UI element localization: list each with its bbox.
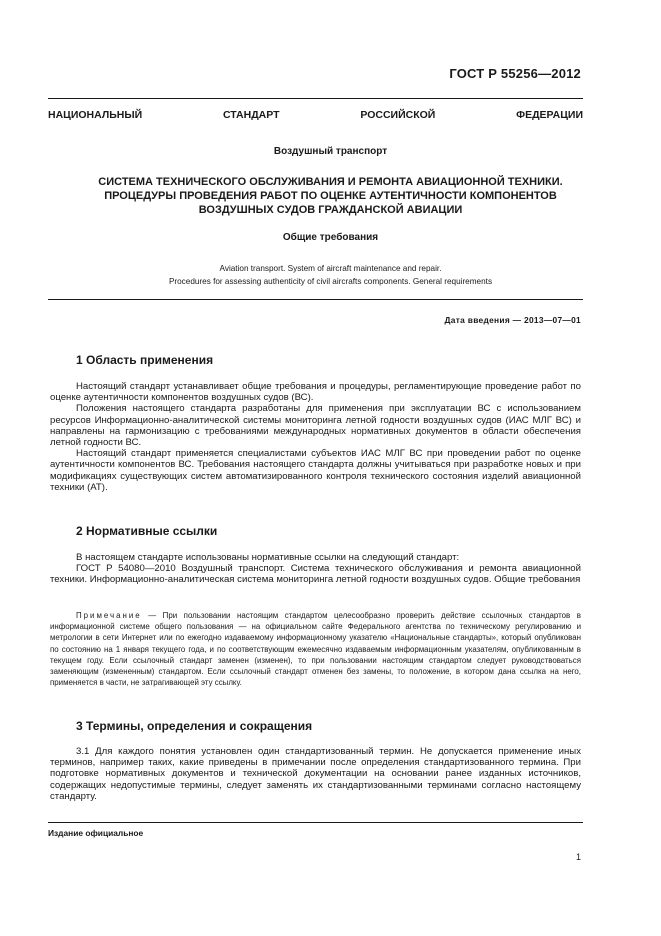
section-1-body: [50, 381, 581, 493]
paragraph: Настоящий стандарт устанавливает общие требования и процедуры, регламентирующие проведение работ по оценке аутентичности компонентов воздушных судов (ВС).: [50, 381, 581, 404]
note-text: — При пользовании настоящим стандартом целесообразно проверить действие ссылочных стандартов в информационной системе общего пользования — на официальном сайте Федерального агентства по техническому регулированию и метрологии в сети Интернет или по ежегодно издаваемому информационному указателю «Национальные стандарты», который опубликован по состоянию на 1 января текущего года, и по соответствующим ежемесячно издаваемым информационным указателям, опубликованным в текущем году. Если ссылочный стандарт заменен (изменен), то при пользовании настоящим стандартом следует руководствоваться заменяющим (измененным) стандартом. Если ссылочный стандарт отменен без замены, то положение, в котором дана ссылка на него, применяется в части, не затрагивающей эту ссылку.: [50, 611, 581, 688]
introduction-date: Дата введения — 2013—07—01: [444, 315, 581, 325]
paragraph: Положения настоящего стандарта разработаны для применения при эксплуатации ВС с использованием ресурсов Информационно-аналитической системы мониторинга летной годности воздушных судов (ИАС МЛГ ВС) и направлены на гармонизацию с требованиями международных нормативных документов в области обеспечения летной годности ВС.: [50, 403, 581, 449]
paragraph: Настоящий стандарт применяется специалистами субъектов ИАС МЛГ ВС при проведении работ по оценке аутентичности компонентов ВС. Требования настоящего стандарта должны учитываться при разработке новых и при модификациях существующих систем автоматизированного контроля технического состояния изделий авиационной техники (АТ).: [50, 448, 581, 493]
section-2-body: [50, 552, 581, 586]
national-word: РОССИЙСКОЙ: [360, 109, 436, 121]
gost-number: ГОСТ Р 55256—2012: [449, 66, 581, 81]
title-line: ПРОЦЕДУРЫ ПРОВЕДЕНИЯ РАБОТ ПО ОЦЕНКЕ АУТЕНТИЧНОСТИ КОМПОНЕНТОВ: [104, 190, 557, 202]
section-2-heading: 2 Нормативные ссылки: [76, 524, 218, 538]
page-number: 1: [575, 852, 581, 862]
note-label: Примечание: [76, 611, 142, 620]
english-title: [0, 262, 661, 288]
national-word: ФЕДЕРАЦИИ: [516, 109, 583, 121]
english-title-line: Procedures for assessing authenticity of civil aircrafts components. General requirements: [168, 277, 493, 286]
section-3-body: [50, 746, 581, 802]
bottom-rule: [48, 822, 583, 823]
paragraph: 3.1 Для каждого понятия установлен один стандартизованный термин. Не допускается применение иных терминов, например таких, какие приведены в примечании после определения стандартизованного термина. При подготовке нормативных документов и технической документации на основании ранее изданных источников, содержащих недопустимые термины, следует заменять их стандартизованными терминами согласно настоящему стандарту.: [50, 746, 581, 802]
national-word: СТАНДАРТ: [222, 109, 280, 121]
national-word: НАЦИОНАЛЬНЫЙ: [48, 109, 143, 121]
paragraph: ГОСТ Р 54080—2010 Воздушный транспорт. Система технического обслуживания и ремонта авиационной техники. Информационно-аналитическая система мониторинга летной годности воздушных судов. Общие требования: [50, 563, 581, 586]
section-3-heading: 3 Термины, определения и сокращения: [76, 719, 313, 733]
top-rule: [48, 98, 583, 99]
topic: Воздушный транспорт: [273, 146, 388, 157]
note-block: [50, 610, 581, 688]
national-standard-heading: [48, 109, 583, 121]
paragraph: В настоящем стандарте использованы нормативные ссылки на следующий стандарт:: [76, 552, 460, 563]
middle-rule: [48, 299, 583, 300]
subtitle: Общие требования: [282, 232, 379, 243]
document-title: [0, 175, 661, 217]
title-line: ВОЗДУШНЫХ СУДОВ ГРАЖДАНСКОЙ АВИАЦИИ: [198, 204, 463, 216]
english-title-line: Aviation transport. System of aircraft maintenance and repair.: [219, 264, 442, 273]
section-1-heading: 1 Область применения: [76, 353, 214, 367]
title-line: СИСТЕМА ТЕХНИЧЕСКОГО ОБСЛУЖИВАНИЯ И РЕМОНТА АВИАЦИОННОЙ ТЕХНИКИ.: [98, 176, 563, 188]
edition-label: Издание официальное: [48, 828, 144, 838]
